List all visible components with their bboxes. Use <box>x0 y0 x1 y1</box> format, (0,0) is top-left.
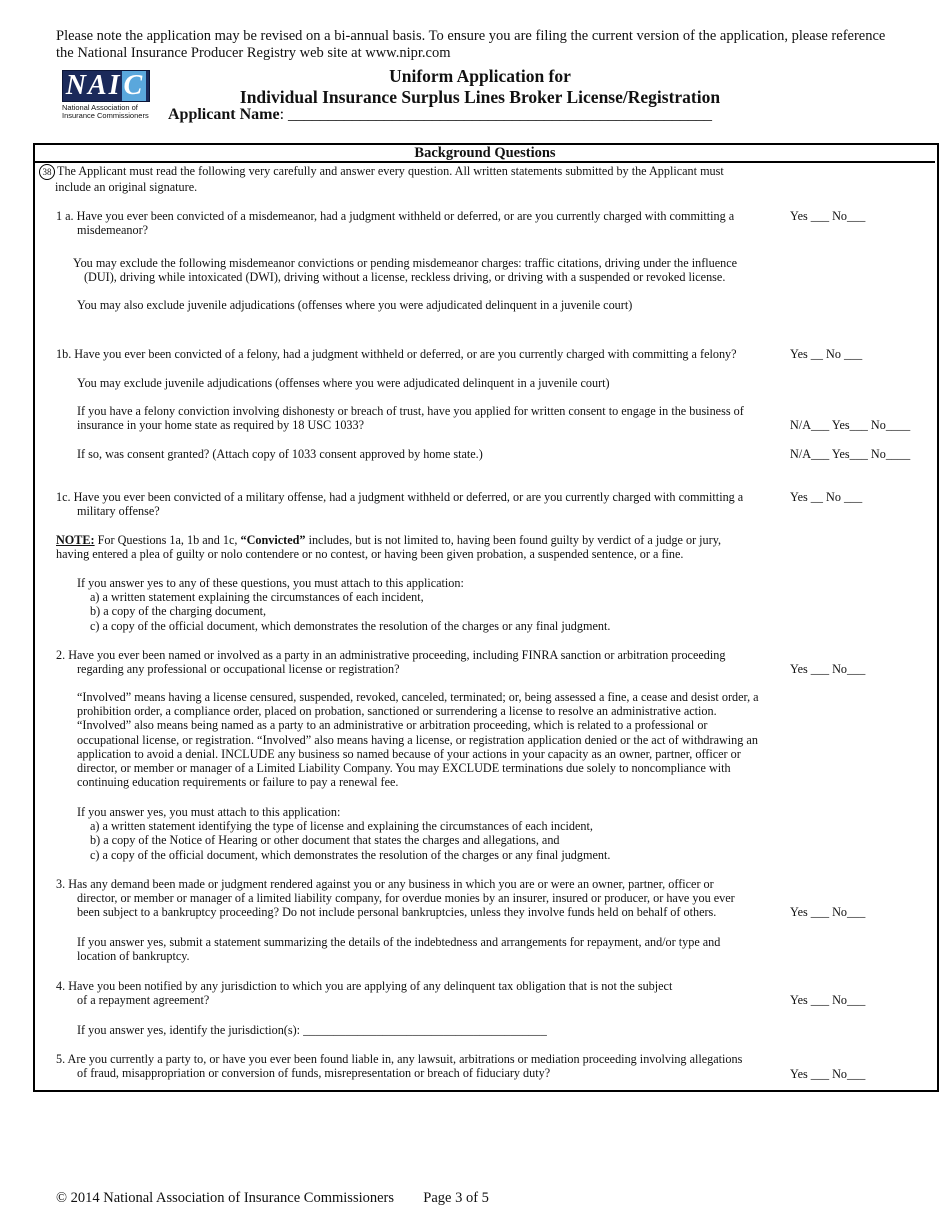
question-2: 2. Have you ever been named or involved as a party in an administrative proceeding, including FINRA sanction or arbitration proceeding regarding any professional or occupational license or registration? <box>56 648 726 677</box>
q4-jurisdiction-field[interactable]: If you answer yes, identify the jurisdiction(s): ________________________________________ <box>77 1023 547 1037</box>
q2-involved-definition: “Involved” means having a license censured, suspended, revoked, canceled, terminated; or, being assessed a fine, a cease and desist order, a prohibition order, a compliance order, placed on probation, sanctioned or surrendering a license to resolve an administrative action. “Involved” also means being named as a party to an administrative or arbitration proceeding, which is related to a professional or occupational license, or registration. “Involved” also means having a license, or registration application denied or the act of withdrawing an application to avoid a denial. INCLUDE any business so named because of your actions in your capacity as an owner, partner, officer or director, or member or manager of a Limited Liability Company. You may EXCLUDE terminations due solely to noncompliance with continuing education requirements or failure to pay a renewal fee. <box>77 690 759 790</box>
section-title: Background Questions <box>35 146 935 163</box>
question-4: 4. Have you been notified by any jurisdiction to which you are applying of any delinquent tax obligation that is not the subject of a repayment agreement? <box>56 979 673 1008</box>
q2-attachments: If you answer yes, you must attach to this application: a) a written statement identifying the type of license and explaining the circumstances of each incident, b) a copy of the Notice of Hearing or other document that states the charges and allegations, and c) a copy of the official document, which demonstrates the resolution of the charges or any final judgment. <box>77 805 611 862</box>
question-1b: 1b. Have you ever been convicted of a felony, had a judgment withheld or deferred, or are you currently charged with committing a felony? <box>56 347 737 361</box>
q1b-consent-answer[interactable]: N/A___ Yes___ No____ <box>790 447 911 461</box>
q3-statement-note: If you answer yes, submit a statement summarizing the details of the indebtedness and arrangements for repayment, and/or type and location of bankruptcy. <box>77 935 721 964</box>
q1a-answer[interactable]: Yes ___ No___ <box>790 209 866 223</box>
q1b-felony-answer[interactable]: N/A___ Yes___ No____ <box>790 418 911 432</box>
q1b-juvenile-note: You may exclude juvenile adjudications (offenses where you were adjudicated delinquent in a juvenile court) <box>77 376 610 390</box>
question-1c: 1c. Have you ever been convicted of a military offense, had a judgment withheld or deferred, or are you currently charged with committing a military offense? <box>56 490 744 519</box>
item-number-marker: 38 <box>39 164 55 180</box>
form-title: Uniform Application for <box>389 66 571 86</box>
intro-text: 38 The Applicant must read the following very carefully and answer every question. All written statements submitted by the Applicant must include an original signature. <box>39 164 759 194</box>
question-5: 5. Are you currently a party to, or have you ever been found liable in, any lawsuit, arbitrations or mediation proceeding involving allegations of fraud, misappropriation or conversion of funds, misrepresentation or breach of fiduciary duty? <box>56 1052 743 1081</box>
q3-answer[interactable]: Yes ___ No___ <box>790 905 866 919</box>
revision-notice: Please note the application may be revised on a bi-annual basis. To ensure you are filing the current version of the application, please reference the National Insurance Producer Registry web site at www.nipr.com <box>56 28 886 61</box>
convicted-note: NOTE: For Questions 1a, 1b and 1c, “Convicted” includes, but is not limited to, having been found guilty by verdict of a judge or jury, having entered a plea of guilty or nolo contendere or no contest, or having been given probation, a suspended sentence, or a fine. <box>56 533 722 562</box>
question-3: 3. Has any demand been made or judgment rendered against you or any business in which you are or were an owner, partner, officer or director, or member or manager of a limited liability company, for overdue monies by an insurer, insured or producer, or have you ever been subject to a bankruptcy proceeding? Do not include personal bankruptcies, unless they involve funds held on behalf of others. <box>56 877 735 920</box>
page-footer <box>56 1190 489 1207</box>
q1b-consent-granted: If so, was consent granted? (Attach copy of 1033 consent approved by home state.) <box>77 447 483 461</box>
page-number: Page 3 of 5 <box>423 1190 489 1206</box>
q4-answer[interactable]: Yes ___ No___ <box>790 993 866 1007</box>
q1b-answer[interactable]: Yes __ No ___ <box>790 347 863 361</box>
q1a-exclusions: You may exclude the following misdemeanor convictions or pending misdemeanor charges: traffic citations, driving under the influence (DUI), driving while intoxicated (DWI), driving without a license, reckless driving, or driving with a suspended or revoked license. <box>73 256 738 285</box>
question-1a: 1 a. Have you ever been convicted of a misdemeanor, had a judgment withheld or deferred, or are you currently charged with committing a misdemeanor? <box>56 209 735 238</box>
form-subtitle: Individual Insurance Surplus Lines Broker License/Registration <box>239 87 721 107</box>
naic-logo-mark: NAIC <box>62 70 150 102</box>
q1a-juvenile-note: You may also exclude juvenile adjudications (offenses where you were adjudicated delinquent in a juvenile court) <box>77 298 633 312</box>
q2-answer[interactable]: Yes ___ No___ <box>790 662 866 676</box>
q1c-answer[interactable]: Yes __ No ___ <box>790 490 863 504</box>
q1b-felony-consent-question: If you have a felony conviction involving dishonesty or breach of trust, have you applied for written consent to engage in the business of insurance in your home state as required by 18 USC 1033? <box>77 404 744 433</box>
q1-attachments: If you answer yes to any of these questions, you must attach to this application: a) a written statement explaining the circumstances of each incident, b) a copy of the charging document, c) a copy of the official document, which demonstrates the resolution of the charges or any final judgment. <box>77 576 611 633</box>
naic-logo <box>62 70 150 120</box>
naic-logo-subtitle: National Association of Insurance Commissioners <box>62 103 149 120</box>
copyright-text: © 2014 National Association of Insurance Commissioners <box>56 1190 395 1206</box>
applicant-name-field[interactable]: Applicant Name: _____________________________________________________ <box>168 106 713 123</box>
q5-answer[interactable]: Yes ___ No___ <box>790 1067 866 1081</box>
